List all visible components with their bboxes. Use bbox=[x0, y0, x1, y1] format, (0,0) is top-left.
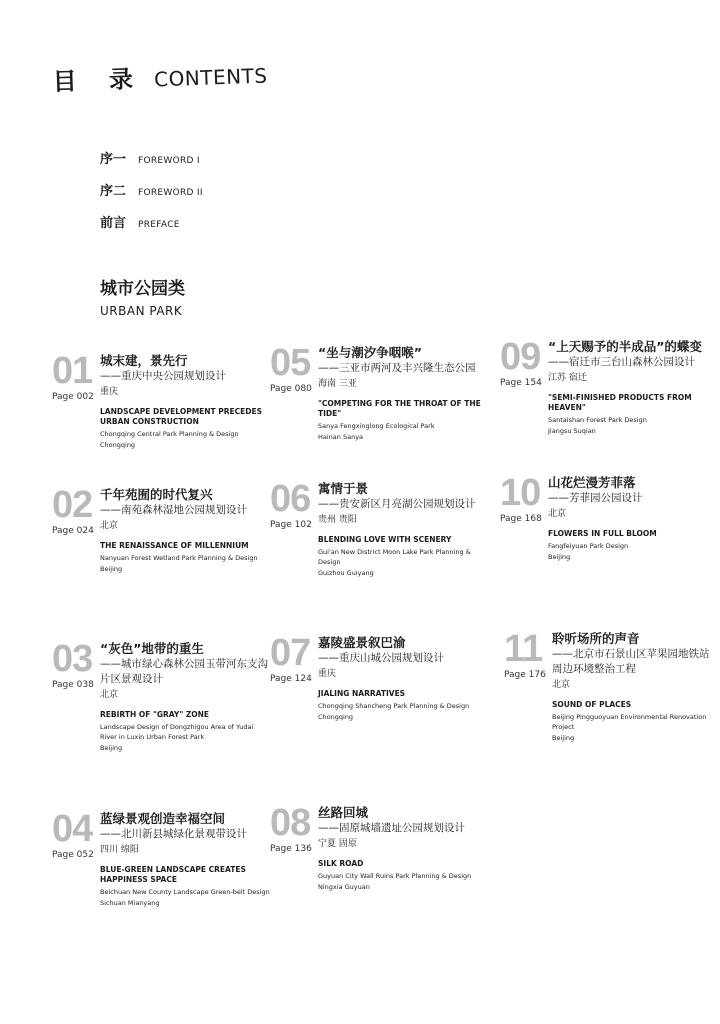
entry-english-location: Beijing bbox=[100, 565, 123, 573]
entry-english-subtitle: Beichuan New County Landscape Green-belt Design bbox=[100, 888, 270, 896]
entry-english-title: SILK ROAD bbox=[318, 859, 364, 868]
entry-english-title: "SEMI-FINISHED PRODUCTS FROM HEAVEN" bbox=[548, 393, 692, 412]
entry-english-subtitle: Guyuan City Wall Ruins Park Planning & Design bbox=[318, 872, 472, 880]
entry-subtitle: ——三亚市两河及丰兴隆生态公园 bbox=[318, 362, 476, 374]
entry-english-title: BLENDING LOVE WITH SCENERY bbox=[318, 535, 452, 544]
entry-location: 贵州 贵阳 bbox=[318, 515, 357, 525]
entry-subtitle: ——宿迁市三台山森林公园设计 bbox=[548, 356, 695, 368]
entry-english-subtitle: Fangfeiyuan Park Design bbox=[548, 542, 629, 550]
entry-location: 北京 bbox=[552, 680, 571, 690]
entry-page: Page 038 bbox=[52, 680, 94, 690]
entry-page: Page 002 bbox=[52, 392, 94, 402]
front-matter-item[interactable] bbox=[100, 180, 320, 212]
section-title-zh: 城市公园类 bbox=[100, 279, 185, 299]
entry-english-subtitle: Nanyuan Forest Wetland Park Planning & Design bbox=[100, 554, 258, 562]
front-matter-en: FOREWORD II bbox=[138, 188, 203, 198]
entry-subtitle: ——城市绿心森林公园玉带河东支沟片区景观设计 bbox=[100, 658, 268, 685]
entry-english-location: Jiangsu Suqian bbox=[548, 427, 596, 435]
entry-number: 04 bbox=[52, 808, 93, 850]
entry-title: 聆听场所的声音 bbox=[552, 631, 640, 646]
entry-number: 11 bbox=[504, 628, 543, 670]
entry-english-title: FLOWERS IN FULL BLOOM bbox=[548, 529, 657, 538]
entry-english-subtitle: Gui'an New District Moon Lake Park Planning & Design bbox=[318, 548, 471, 566]
entry-title: “上天赐予的半成品”的蝶变 bbox=[548, 339, 702, 354]
entry-page: Page 136 bbox=[270, 844, 312, 854]
entry-page: Page 124 bbox=[270, 674, 312, 684]
entry-subtitle: ——北京市石景山区苹果园地铁站周边环境整治工程 bbox=[552, 648, 710, 675]
entry-title: 城末建，景先行 bbox=[100, 353, 188, 368]
entry-english-subtitle: Chongqing Central Park Planning & Design bbox=[100, 430, 239, 438]
entry-english-subtitle: Landscape Design of Dongzhigou Area of Yudai River in Luxin Urban Forest Park bbox=[100, 723, 254, 741]
entry-page: Page 052 bbox=[52, 850, 94, 860]
entry-location: 北京 bbox=[100, 690, 119, 700]
entry-subtitle: ——重庆山城公园规划设计 bbox=[318, 652, 444, 664]
entry-english-title: THE RENAISSANCE OF MILLENNIUM bbox=[100, 541, 249, 550]
entry-page: Page 168 bbox=[500, 514, 542, 524]
entry-english-location: Guizhou Guiyang bbox=[318, 569, 374, 577]
entry-english-title: SOUND OF PLACES bbox=[552, 700, 632, 709]
entry-english-location: Beijing bbox=[100, 744, 123, 752]
entry-subtitle: ——芳菲园公园设计 bbox=[548, 492, 643, 504]
entry-page: Page 102 bbox=[270, 520, 312, 530]
entry-location: 重庆 bbox=[318, 669, 337, 679]
entry-location: 北京 bbox=[100, 521, 119, 531]
entry-number: 10 bbox=[500, 472, 541, 514]
entry-english-title: REBIRTH OF "GRAY" ZONE bbox=[100, 710, 210, 719]
front-matter-zh: 前言 bbox=[100, 216, 127, 231]
entry-english-location: Beijing bbox=[548, 553, 571, 561]
entry-number: 06 bbox=[270, 478, 311, 520]
entry-title: 千年苑囿的时代复兴 bbox=[100, 487, 213, 502]
front-matter-item[interactable] bbox=[100, 148, 320, 180]
entry-page: Page 154 bbox=[500, 378, 542, 388]
entry-english-subtitle: Sanya Fengxinglong Ecological Park bbox=[318, 422, 435, 430]
entry-page: Page 080 bbox=[270, 384, 312, 394]
entry-english-subtitle: Beijing Pingguoyuan Environmental Renovation Project bbox=[552, 713, 707, 731]
section-heading bbox=[100, 274, 185, 318]
entry-number: 07 bbox=[270, 632, 311, 674]
front-matter-item[interactable] bbox=[100, 212, 320, 244]
entry-location: 江苏 宿迁 bbox=[548, 373, 587, 383]
entry-number: 08 bbox=[270, 802, 311, 844]
entry-location: 宁夏 固原 bbox=[318, 839, 357, 849]
entry-english-location: Ningxia Guyuan bbox=[318, 883, 370, 891]
entry-title: 山花烂漫芳菲落 bbox=[548, 475, 636, 490]
entry-english-title: JIALING NARRATIVES bbox=[318, 689, 406, 698]
entry-number: 03 bbox=[52, 638, 93, 680]
front-matter-zh: 序二 bbox=[100, 184, 127, 199]
page-title bbox=[52, 55, 268, 97]
entry-english-subtitle: Chongqing Shancheng Park Planning & Design bbox=[318, 702, 470, 710]
entry-english-location: Chongqing bbox=[100, 441, 136, 449]
entry-title: 寓情于景 bbox=[318, 481, 369, 496]
entry-title: “灰色”地带的重生 bbox=[100, 641, 204, 656]
front-matter-en: PREFACE bbox=[138, 220, 180, 230]
section-title-en: URBAN PARK bbox=[100, 304, 183, 318]
entry-page: Page 024 bbox=[52, 526, 94, 536]
entry-page: Page 176 bbox=[504, 670, 546, 680]
entry-english-title: "COMPETING FOR THE THROAT OF THE TIDE" bbox=[318, 399, 481, 418]
entry-english-subtitle: Santaishan Forest Park Design bbox=[548, 416, 647, 424]
entry-title: “坐与潮汐争咽喉” bbox=[318, 345, 422, 360]
entry-english-location: Beijing bbox=[552, 734, 575, 742]
title-chinese: 目 录 bbox=[52, 64, 146, 96]
entry-subtitle: ——固原城墙遗址公园规划设计 bbox=[318, 822, 465, 834]
entry-title: 嘉陵盛景叙巴渝 bbox=[318, 635, 406, 650]
entry-subtitle: ——南苑森林湿地公园规划设计 bbox=[100, 504, 247, 516]
entry-number: 05 bbox=[270, 342, 311, 384]
entry-location: 北京 bbox=[548, 509, 567, 519]
entry-title: 蓝绿景观创造幸福空间 bbox=[100, 811, 226, 826]
entry-english-location: Sichuan Mianyang bbox=[100, 899, 160, 907]
entry-subtitle: ——重庆中央公园规划设计 bbox=[100, 370, 226, 382]
title-english: CONTENTS bbox=[153, 63, 268, 92]
entry-location: 四川 绵阳 bbox=[100, 845, 139, 855]
front-matter-list bbox=[100, 148, 320, 244]
front-matter-zh: 序一 bbox=[100, 152, 127, 167]
entry-english-title: BLUE-GREEN LANDSCAPE CREATES HAPPINESS SPACE bbox=[100, 865, 246, 884]
entry-number: 01 bbox=[52, 350, 93, 392]
entry-location: 重庆 bbox=[100, 387, 119, 397]
entry-location: 海南 三亚 bbox=[318, 379, 357, 389]
entry-title: 丝路回城 bbox=[318, 805, 369, 820]
entry-subtitle: ——北川新县城绿化景观带设计 bbox=[100, 828, 247, 840]
entry-number: 09 bbox=[500, 336, 541, 378]
entry-number: 02 bbox=[52, 484, 93, 526]
entry-english-location: Chongqing bbox=[318, 713, 354, 721]
entry-english-location: Hainan Sanya bbox=[318, 433, 364, 441]
front-matter-en: FOREWORD I bbox=[138, 156, 200, 166]
entry-english-title: LANDSCAPE DEVELOPMENT PRECEDES URBAN CONSTRUCTION bbox=[100, 407, 263, 426]
entry-subtitle: ——贵安新区月亮湖公园规划设计 bbox=[318, 498, 476, 510]
